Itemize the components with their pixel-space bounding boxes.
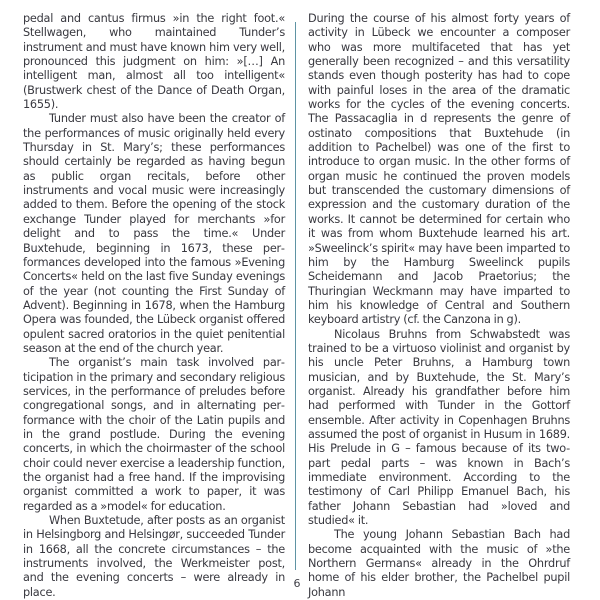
right-column: [308, 12, 570, 600]
paragraph: When Buxtetude, after posts as an organist in Helsingborg and Helsingør, succeeded Tunder in 1668, all the concrete circumstances – the instruments involved, the Werkmeister post, and the evening concerts – were already in place.: [23, 514, 285, 599]
paragraph: The young Johann Sebastian Bach had become acquainted with the music of »the Northern Germans« already in the Ohrdruf home of his elder brother, the Pachelbel pupil Johann: [308, 528, 570, 599]
paragraph: pedal and cantus firmus »in the right foot.« Stellwagen, who maintained Tunder’s instrument and must have known him very well, pronounced this judgment on him: »[…] An intelligent man, almost all too intelligent« (Brustwerk chest of the Dance of Death Organ, 1655).: [23, 12, 285, 112]
paragraph: During the course of his almost forty years of activity in Lübeck we encounter a composer who was more multifaceted that has yet generally been recognized – and this versatility stands even though posterity has had to cope with painful loses in the area of the dramatic works for the cycles of the evening concerts. The Passacaglia in d represents the genre of ostinato compositions that Buxtehude (in addition to Pachelbel) was one of the first to introduce to organ music. In the other forms of organ music he continued the proven models but transcended the customary dimensions of expression and the customary duration of the works. It cannot be determined for certain who it was from whom Buxtehude learned his art. »Sweelinck’s spirit« may have been imparted to him by the Hamburg Sweelinck pupils Scheidemann and Jacob Praetorius; the Thuringian Weckmann may have imparted to him his knowledge of Central and Southern keyboard artistry (cf. the Canzona in g).: [308, 12, 570, 327]
page-number: 6: [293, 577, 301, 590]
paragraph: The organist’s main task involved participation in the primary and secondary religious services, in the performance of preludes before congregational songs, and in alternating performance with the choir of the Latin pupils and in the grand postlude. During the evening concerts, in which the choirmaster of the school choir could never exercise a leadership function, the organist had a free hand. If the improvising organist committed a work to paper, it was regarded as a »model« for education.: [23, 356, 285, 513]
paragraph: Nicolaus Bruhns from Schwabstedt was trained to be a virtuoso violinist and organist by his uncle Peter Bruhns, a Hamburg town musician, and by Buxtehude, the St. Mary’s organist. Already his grandfather before him had performed with Tunder in the Gottorf ensemble. After activity in Copenhagen Bruhns assumed the post of organist in Husum in 1689. His Prelude in G – famous because of its two-part pedal parts – was known in Bach’s immediate environment. According to the testimony of Carl Philipp Emanuel Bach, his father Johann Sebastian had »loved and studied« it.: [308, 327, 570, 528]
paragraph: Tunder must also have been the creator of the performances of music originally held every Thursday in St. Mary’s; these performances should certainly be regarded as having begun as public organ recitals, before other instruments and vocal music were increasingly added to them. Before the opening of the stock exchange Tunder played for merchants »for delight and to pass the time.« Under Buxtehude, beginning in 1673, these performances developed into the famous »Evening Concerts« held on the last five Sunday evenings of the year (not counting the First Sunday of Advent). Beginning in 1678, when the Hamburg Opera was founded, the Lübeck organist offered opulent sacred oratorios in the quiet penitential season at the end of the church year.: [23, 112, 285, 355]
column-divider: [295, 22, 296, 570]
left-column: [23, 12, 285, 600]
